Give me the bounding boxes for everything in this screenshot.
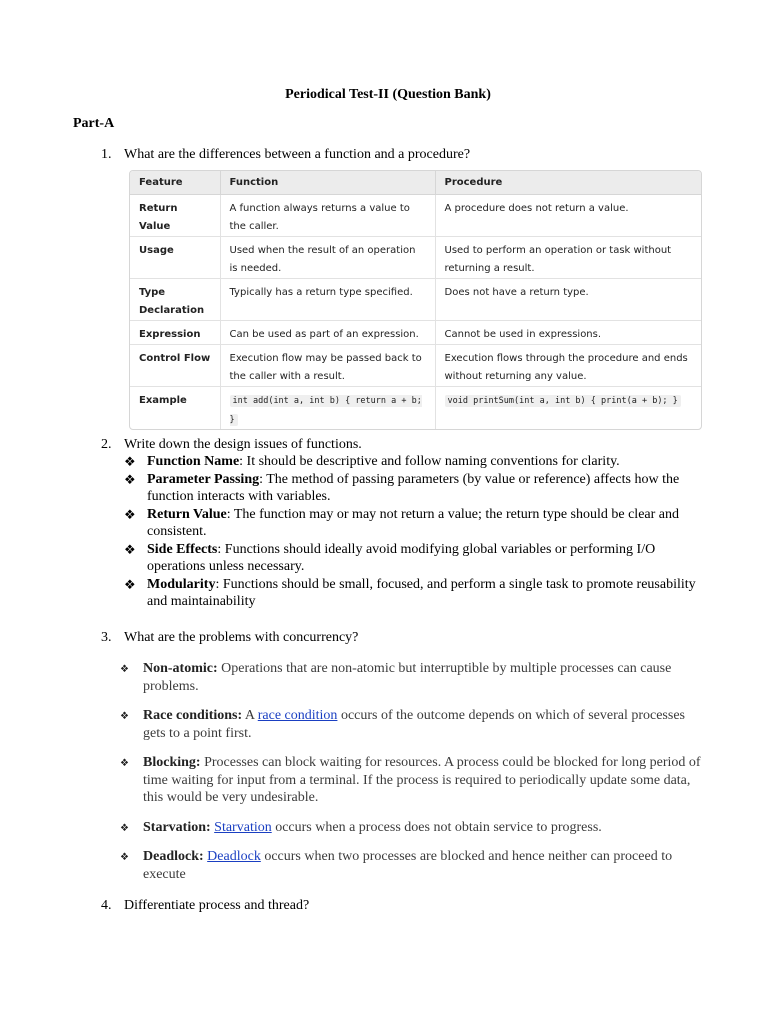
deadlock-link[interactable]: Deadlock [207, 849, 261, 864]
list-item [120, 754, 710, 807]
diamond-bullet-icon: ❖ [124, 506, 136, 522]
diamond-bullet-icon: ❖ [120, 711, 129, 722]
code-snippet: int add(int a, int b) { return a + b; } [229, 396, 422, 425]
question-4 [101, 897, 309, 914]
feature-cell: Expression [130, 321, 220, 345]
question-1 [101, 146, 470, 163]
question-number: 1. [101, 147, 112, 162]
page-title: Periodical Test-II (Question Bank) [285, 87, 491, 102]
question-text: Write down the design issues of functions. [124, 437, 362, 452]
column-header: Procedure [435, 171, 701, 195]
feature-cell: Usage [130, 237, 220, 279]
question-text: What are the problems with concurrency? [124, 630, 359, 645]
item-term: Side Effects [147, 541, 218, 557]
function-cell: Can be used as part of an expression. [220, 321, 435, 345]
procedure-cell: A procedure does not return a value. [435, 195, 701, 237]
diamond-bullet-icon: ❖ [120, 822, 129, 834]
list-item [120, 660, 710, 695]
table-row [130, 279, 701, 321]
table-header-row [130, 171, 701, 195]
question-text: What are the differences between a function and a procedure? [124, 147, 471, 162]
starvation-link[interactable]: Starvation [214, 819, 272, 835]
procedure-cell [435, 387, 701, 430]
procedure-cell: Execution flows through the procedure and ends without returning any value. [435, 345, 701, 387]
function-cell [220, 387, 435, 430]
list-item [124, 576, 709, 611]
item-desc: : It should be descriptive and follow naming conventions for clarity. [239, 454, 620, 469]
list-item [124, 506, 709, 541]
feature-cell: Return Value [130, 195, 220, 237]
question-text: Differentiate process and thread? [124, 898, 310, 913]
column-header: Feature [130, 171, 220, 195]
table-row [130, 237, 701, 279]
diamond-bullet-icon: ❖ [120, 852, 129, 863]
function-cell: Execution flow may be passed back to the caller with a result. [220, 345, 435, 387]
item-term: Race conditions: [143, 708, 243, 723]
item-desc: A [242, 708, 258, 723]
item-desc: occurs when two processes are blocked and hence neither can proceed to execute [143, 849, 673, 882]
diamond-bullet-icon: ❖ [124, 471, 136, 487]
design-issues-list [124, 453, 709, 611]
part-heading: Part-A [73, 116, 115, 131]
item-term: Return Value [147, 506, 227, 522]
list-item [120, 848, 710, 883]
item-desc: occurs when a process does not obtain service to progress. [271, 819, 602, 835]
question-number: 2. [101, 437, 112, 452]
procedure-cell: Used to perform an operation or task without returning a result. [435, 237, 701, 279]
item-term: Function Name [147, 454, 240, 469]
feature-cell: Example [130, 387, 220, 430]
table-row [130, 345, 701, 387]
table-row [130, 387, 701, 430]
item-term: Modularity [147, 576, 216, 592]
item-term: Non-atomic: [143, 661, 218, 676]
list-item [120, 707, 710, 742]
item-desc: Operations that are non-atomic but interruptible by multiple processes can cause problems. [143, 661, 672, 694]
item-desc: occurs of the outcome depends on which of several processes gets to a point first. [143, 708, 685, 741]
function-cell: Used when the result of an operation is needed. [220, 237, 435, 279]
question-2 [101, 436, 362, 453]
table-row [130, 195, 701, 237]
diamond-bullet-icon: ❖ [120, 758, 129, 769]
item-term: Blocking: [143, 755, 201, 770]
function-cell: A function always returns a value to the caller. [220, 195, 435, 237]
question-3 [101, 629, 358, 646]
code-snippet: void printSum(int a, int b) { print(a + b); } [445, 395, 681, 407]
question-number: 4. [101, 898, 112, 913]
item-term: Starvation: [143, 819, 211, 835]
diamond-bullet-icon: ❖ [120, 664, 129, 675]
list-item [120, 819, 710, 837]
race-condition-link[interactable]: race condition [257, 708, 338, 723]
list-item [124, 453, 709, 471]
comparison-table [129, 170, 702, 430]
item-desc: : The function may or may not return a value; the return type should be clear and consistent. [147, 506, 679, 539]
item-desc: : The method of passing parameters (by value or reference) affects how the function interacts with variables. [147, 471, 680, 504]
procedure-cell: Cannot be used in expressions. [435, 321, 701, 345]
question-number: 3. [101, 630, 112, 645]
list-item [124, 541, 709, 576]
diamond-bullet-icon: ❖ [124, 454, 136, 469]
table-row [130, 321, 701, 345]
column-header: Function [220, 171, 435, 195]
item-desc: : Functions should ideally avoid modifying global variables or performing I/O operations unless necessary. [147, 541, 656, 574]
item-desc: : Functions should be small, focused, and perform a single task to promote reusability and maintainability [147, 576, 696, 609]
procedure-cell: Does not have a return type. [435, 279, 701, 321]
feature-cell: Type Declaration [130, 279, 220, 321]
item-term: Parameter Passing [147, 471, 260, 487]
concurrency-problems-list [120, 660, 710, 895]
feature-cell: Control Flow [130, 345, 220, 387]
function-cell: Typically has a return type specified. [220, 279, 435, 321]
item-desc: Processes can block waiting for resources. A process could be blocked for long period of time waiting for input from a terminal. If the process is required to periodically update some data, this would be very undesirable. [143, 755, 701, 805]
list-item [124, 471, 709, 506]
item-term: Deadlock: [143, 849, 204, 864]
diamond-bullet-icon: ❖ [124, 541, 136, 557]
diamond-bullet-icon: ❖ [124, 576, 136, 592]
